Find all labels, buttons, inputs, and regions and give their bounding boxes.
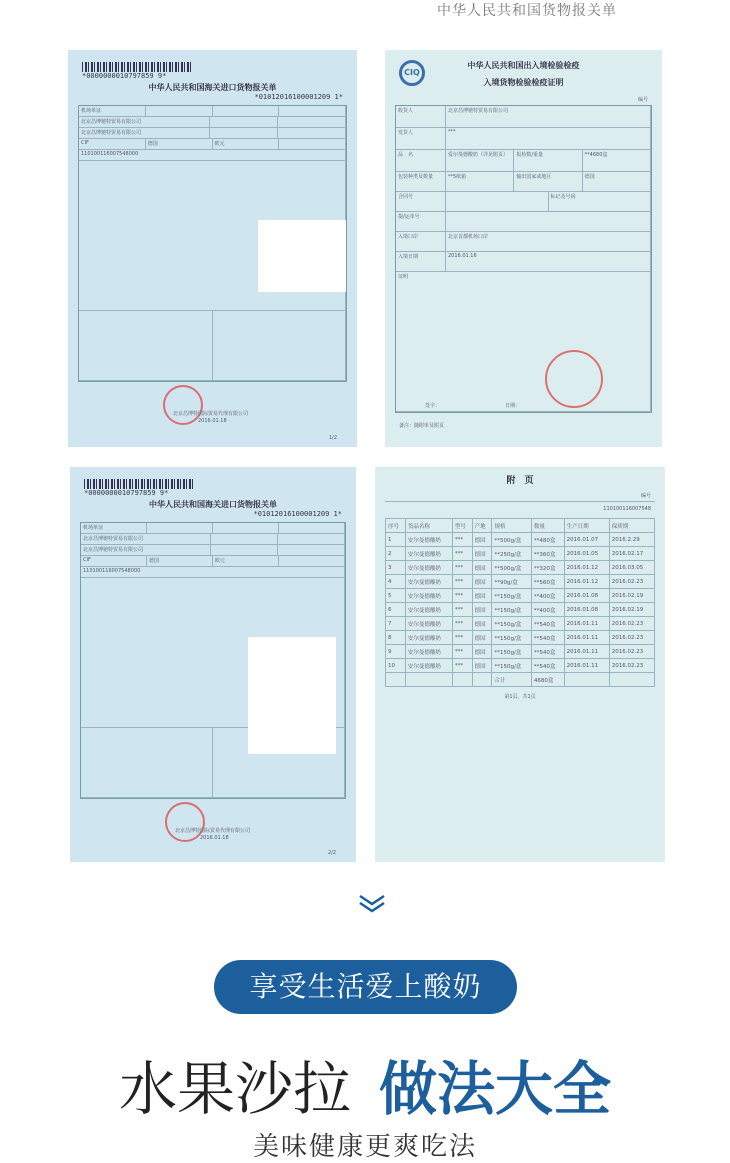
field-value: 北京首都机场口岸 [446, 232, 651, 251]
table-cell: 5 [386, 589, 406, 603]
table-cell: 安尔曼德酸奶 [405, 617, 452, 631]
field-value: 北京昌博驰特贸易有限公司 [446, 106, 651, 127]
table-cell: 2016.02.17 [609, 547, 654, 561]
column-header: 型号 [452, 519, 472, 533]
table-cell: **540盒 [531, 617, 564, 631]
table-cell: *** [452, 533, 472, 547]
table-cell: 安尔曼德酸奶 [405, 603, 452, 617]
table-cell: 2016.01.07 [564, 533, 609, 547]
table-row [386, 589, 655, 603]
footer-note: 备注：随附单及附页 [399, 423, 445, 429]
table-cell: 安尔曼德酸奶 [405, 659, 452, 673]
table-cell: 德国 [472, 659, 492, 673]
trade-terms: CIF [81, 556, 147, 566]
declaration-no: 110100116007548000 [79, 150, 346, 160]
barcode-number: *0000000010797859 9* [82, 72, 167, 80]
field-label: 报检数/重量 [514, 150, 582, 171]
cert-subtitle: 入境货物检验检疫证明 [483, 78, 564, 87]
table-cell: **90g/盒 [492, 575, 531, 589]
table-cell: **150g/盒 [492, 659, 531, 673]
field-label: 入境日期 [396, 252, 446, 271]
doc-title: 中华人民共和国海关进口货物报关单 [148, 83, 277, 92]
field-label: 发货人 [396, 128, 446, 149]
table-cell: 德国 [472, 631, 492, 645]
currency: 欧元 [213, 139, 280, 149]
table-cell: *** [452, 645, 472, 659]
consignee: 北京昌博驰特贸易有限公司 [81, 534, 211, 544]
field-value: 德国 [583, 172, 651, 191]
table-cell: 德国 [472, 617, 492, 631]
section-heading [0, 1042, 730, 1126]
table-row [386, 645, 655, 659]
heading-thin: 水果沙拉 [118, 1055, 351, 1123]
customs-declaration-2 [70, 467, 356, 862]
table-cell: 2016.01.12 [564, 561, 609, 575]
table-cell: 2016.02.23 [609, 659, 654, 673]
table-cell: **320盒 [531, 561, 564, 575]
table-cell: **560盒 [531, 575, 564, 589]
field-label: 品 名 [396, 150, 446, 171]
table-cell: 安尔曼德酸奶 [405, 561, 452, 575]
column-header: 生产日期 [564, 519, 609, 533]
table-cell: **150g/盒 [492, 617, 531, 631]
table-cell: **540盒 [531, 631, 564, 645]
column-header: 数量 [531, 519, 564, 533]
field-value: *** [446, 128, 651, 149]
red-stamp [165, 802, 205, 842]
currency: 欧元 [213, 556, 279, 566]
table-cell: **150g/盒 [492, 603, 531, 617]
page-number: 1/2 [328, 435, 337, 441]
table-row [386, 547, 655, 561]
table-cell: 德国 [472, 589, 492, 603]
table-cell: 德国 [472, 575, 492, 589]
table-cell: 2016.01.05 [564, 547, 609, 561]
table-cell: **500g/盒 [492, 561, 531, 575]
remark-label: 证明 [396, 272, 651, 411]
ciq-logo-icon: CIQ [399, 60, 425, 86]
table-cell: 安尔曼德酸奶 [405, 575, 452, 589]
red-stamp [163, 385, 203, 425]
table-cell: **250g/盒 [492, 547, 531, 561]
appendix-title: 附 页 [506, 476, 534, 486]
column-header: 规格 [492, 519, 531, 533]
table-cell: **150g/盒 [492, 589, 531, 603]
table-cell: 4 [386, 575, 406, 589]
table-row [386, 659, 655, 673]
table-row [386, 533, 655, 547]
table-cell: 1 [386, 533, 406, 547]
field-label: 收货人 [396, 106, 446, 127]
date-label: 日期： [505, 403, 521, 409]
total-row [386, 673, 655, 687]
table-cell: **500g/盒 [492, 533, 531, 547]
field-value: 爱尔曼德酸奶（详见附页） [446, 150, 514, 171]
table-cell: 2016.02.19 [609, 603, 654, 617]
table-cell: *** [452, 589, 472, 603]
appendix-number: 110100116007548 [603, 506, 651, 512]
heading-bold: 做法大全 [379, 1055, 612, 1123]
column-header: 保质期 [609, 519, 654, 533]
table-cell: 2016.01.08 [564, 589, 609, 603]
table-cell: 3 [386, 561, 406, 575]
appendix-page [375, 467, 665, 862]
table-cell: 6 [386, 603, 406, 617]
doc-number: *01012016100001209 1* [254, 93, 343, 101]
total-value: 4680盒 [531, 673, 564, 687]
field-label: 包装种类及数量 [396, 172, 446, 191]
table-cell: 2016.02.23 [609, 617, 654, 631]
table-cell: 2016.02.23 [609, 645, 654, 659]
table-cell: 2016.02.23 [609, 631, 654, 645]
table-cell: 安尔曼德酸奶 [405, 547, 452, 561]
field-label: 输出国家或地区 [514, 172, 582, 191]
table-cell: 安尔曼德酸奶 [405, 645, 452, 659]
field-value: **5纸箱 [446, 172, 514, 191]
table-cell: 2016.01.08 [564, 603, 609, 617]
table-cell: 安尔曼德酸奶 [405, 589, 452, 603]
consignee: 北京昌博驰特贸易有限公司 [79, 128, 210, 138]
signature-label: 签字： [425, 403, 441, 409]
doc-title: 中华人民共和国海关进口货物报关单 [149, 500, 277, 509]
table-cell: 2016.2.29 [609, 533, 654, 547]
table-cell: 7 [386, 617, 406, 631]
table-row [386, 617, 655, 631]
table-cell: 10 [386, 659, 406, 673]
table-cell: 2016.03.05 [609, 561, 654, 575]
consignee: 北京昌博驰特贸易有限公司 [79, 117, 210, 127]
total-label: 合计 [492, 673, 531, 687]
port: 机场单证 [79, 106, 146, 116]
table-cell: **400盒 [531, 589, 564, 603]
stamp-text: 北京昌博特国际贸易代理有限公司 [175, 828, 251, 834]
table-cell: 安尔曼德酸奶 [405, 533, 452, 547]
number-label: 编号 [640, 493, 651, 499]
table-cell: *** [452, 575, 472, 589]
table-cell: 2016.01.12 [564, 575, 609, 589]
barcode [82, 62, 192, 72]
banner-pill: 享受生活爱上酸奶 [214, 960, 517, 1014]
table-cell: 8 [386, 631, 406, 645]
table-cell: *** [452, 617, 472, 631]
table-cell: 德国 [472, 645, 492, 659]
origin: 德国 [146, 139, 213, 149]
table-cell: **400盒 [531, 603, 564, 617]
table-cell: **480盒 [531, 533, 564, 547]
field-value: **4680盒 [583, 150, 651, 171]
doc-number: *01012016100001209 1* [253, 510, 342, 518]
table-cell: **150g/盒 [492, 645, 531, 659]
table-cell: **540盒 [531, 659, 564, 673]
table-row [386, 575, 655, 589]
table-cell: *** [452, 547, 472, 561]
table-cell: 2016.01.11 [564, 631, 609, 645]
field-label: 提/运单号 [396, 212, 446, 231]
table-cell: 2016.01.11 [564, 617, 609, 631]
table-cell: 德国 [472, 547, 492, 561]
table-cell: *** [452, 561, 472, 575]
table-cell: 2016.02.23 [609, 575, 654, 589]
consignee: 北京昌博驰特贸易有限公司 [81, 545, 211, 555]
field-value: 2016.01.16 [446, 252, 651, 271]
barcode-number: *0000000010797859 9* [84, 489, 169, 497]
barcode [84, 479, 194, 489]
table-cell: 德国 [472, 533, 492, 547]
table-cell: **150g/盒 [492, 631, 531, 645]
field-label: 标记及号码 [549, 192, 652, 211]
subheading: 美味健康更爽吃法 [252, 1132, 477, 1162]
page-number: 2/2 [327, 850, 336, 856]
table-cell: 德国 [472, 561, 492, 575]
trade-terms: CIF [79, 139, 146, 149]
table-cell: 安尔曼德酸奶 [405, 631, 452, 645]
table-cell: **360盒 [531, 547, 564, 561]
page-caption: 中华人民共和国货物报关单 [437, 3, 617, 19]
table-cell: 2016.01.11 [564, 645, 609, 659]
table-row [386, 561, 655, 575]
cert-title: 中华人民共和国出入境检验检疫 [467, 61, 580, 70]
table-cell: 9 [386, 645, 406, 659]
table-cell: *** [452, 659, 472, 673]
table-cell: 2016.01.11 [564, 659, 609, 673]
table-cell: **540盒 [531, 645, 564, 659]
field-label: 合同号 [396, 192, 446, 211]
declaration-no: 110100116007548000 [81, 567, 345, 577]
column-header: 货品名称 [405, 519, 452, 533]
table-cell: *** [452, 603, 472, 617]
stamp-text: 北京昌博特国际贸易代理有限公司 [173, 411, 249, 417]
port: 机场单证 [81, 523, 147, 533]
goods-table [385, 518, 655, 687]
table-cell: 德国 [472, 603, 492, 617]
chevron-double-down-icon [357, 892, 387, 916]
date: 2016.01.18 [200, 835, 229, 841]
table-row [386, 603, 655, 617]
number-label: 编号 [637, 97, 648, 103]
table-cell: 2016.02.19 [609, 589, 654, 603]
field-label: 入境口岸 [396, 232, 446, 251]
table-row [386, 631, 655, 645]
table-cell: *** [452, 631, 472, 645]
customs-declaration-1 [68, 50, 357, 447]
origin: 德国 [147, 556, 213, 566]
column-header: 序号 [386, 519, 406, 533]
table-cell: 2 [386, 547, 406, 561]
red-stamp [545, 350, 603, 408]
inspection-certificate [385, 50, 662, 447]
page-number: 第1页，共1页 [504, 694, 536, 700]
date: 2016.01.18 [198, 418, 227, 424]
column-header: 产地 [472, 519, 492, 533]
